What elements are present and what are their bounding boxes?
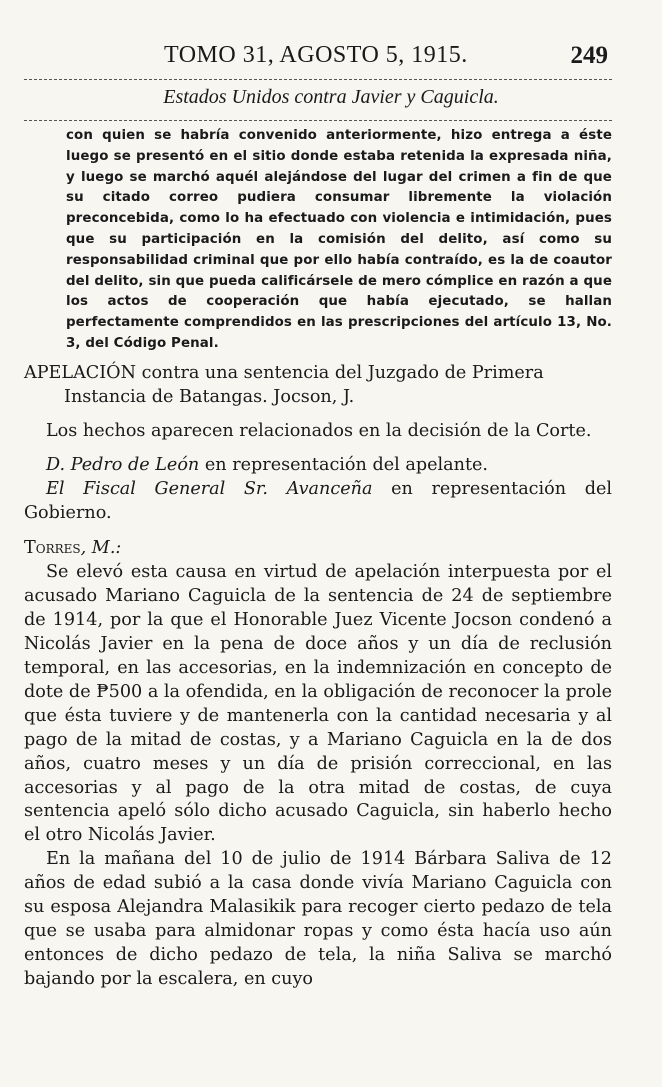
counsel-government — [24, 478, 612, 526]
appeal-line: APELACIÓN contra una sentencia del Juzgado de Primera Instancia de Batangas. Jocson, J. — [24, 363, 544, 407]
header-rule — [24, 79, 612, 80]
justice-suffix: , M.: — [80, 538, 122, 559]
opinion-paragraph-1: Se elevó esta causa en virtud de apelación interpuesta por el acusado Mariano Caguicla de la sentencia de 24 de septiembre de 1914, por la que el Honorable Juez Vicente Jocson condenó a Nicolás Javier en la pena de doce años y un día de reclusión temporal, en las accesorias, en la indemnización en concepto de dote de ₱500 a la ofendida, en la obligación de reconocer la prole que ésta tuviere y de mantenerla con la cantidad necesaria y al pago de la mitad de costas, y a Mariano Caguicla en la de dos años, cuatro meses y un día de prisión correccional, en las accesorias y al pago de la otra mitad de costas, de cuya sentencia apeló sólo dicho acusado Caguicla, sin haberlo hecho el otro Nicolás Javier. — [24, 562, 612, 846]
counsel-appellant — [24, 454, 612, 478]
body-text — [24, 362, 612, 992]
opinion-paragraph-2: En la mañana del 10 de julio de 1914 Bárbara Saliva de 12 años de edad subió a la casa donde vivía Mariano Caguicla con su esposa Alejandra Malasikik para recoger cierto pedazo de tela que se usaba para almidonar ropas y como ésta hacía uso aún entonces de dicho pedazo de tela, la niña Saliva se marchó bajando por la escalera, en cuyo — [24, 849, 612, 989]
header-title: TOMO 31, AGOSTO 5, 1915. — [164, 42, 468, 68]
appellant-name: D. Pedro de León — [46, 454, 200, 475]
appellant-role: en representación del apelante. — [199, 454, 489, 475]
page-number: 249 — [570, 42, 608, 69]
government-role: en representación del Gobierno. — [24, 478, 612, 523]
syllabus-text: con quien se habría convenido anteriormente, hizo entrega a éste luego se presentó en el sitio donde estaba retenida la expresada niña, y luego se marchó aquél alejándose del lugar del crimen a fin de que su citado correo pudiera consumar libremente la violación preconcebida, como lo ha efectuado con violencia e intimidación, pues que su participación en la comisión del delito, así como su responsabilidad criminal que por ello había contraído, es la de coautor del delito, sin que pueda calificársele de mero cómplice en razón a que los actos de cooperación que había ejecutado, se hallan perfectamente comprendidos en las prescripciones del artículo 13, No. 3, del Código Penal. — [66, 128, 612, 351]
justice-line — [24, 537, 612, 561]
running-header — [24, 42, 612, 76]
case-title: Estados Unidos contra Javier y Caguicla. — [163, 86, 499, 108]
government-name: El Fiscal General Sr. Avanceña — [46, 478, 373, 499]
justice-name: Torres — [24, 538, 81, 559]
facts-line: Los hechos aparecen relacionados en la decisión de la Corte. — [46, 420, 592, 441]
case-title-rule — [24, 120, 612, 121]
